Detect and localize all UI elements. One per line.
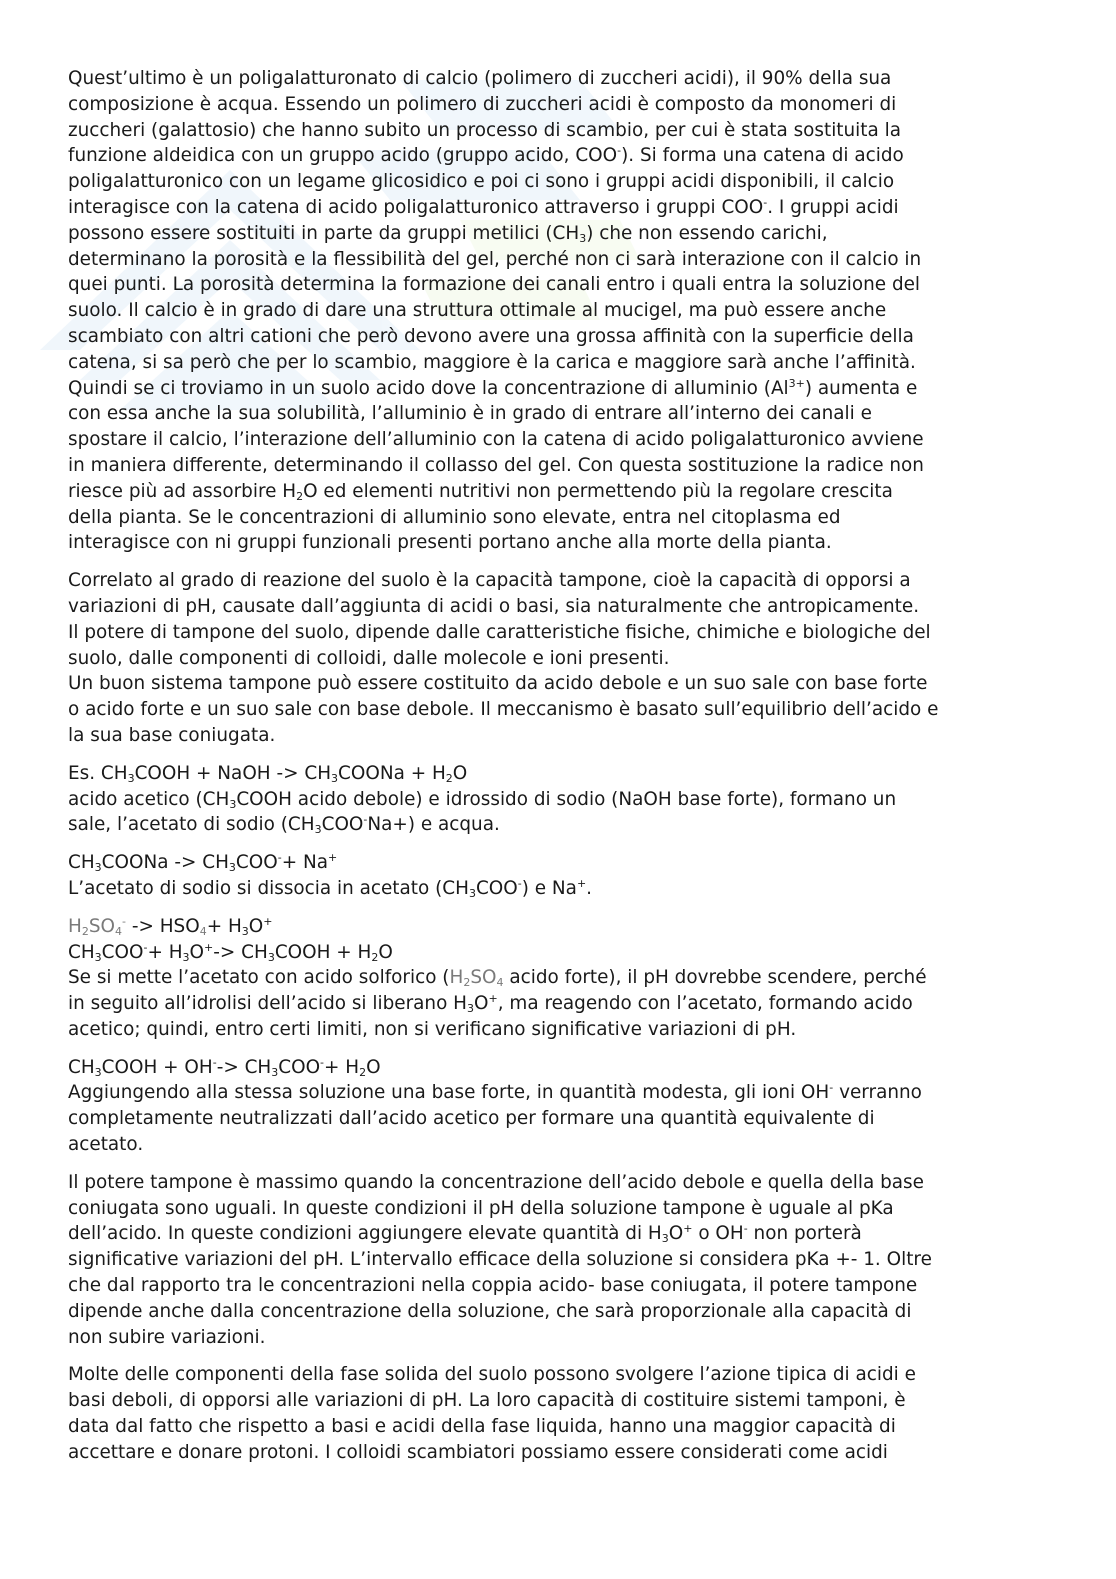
- chemical-equation: Es. $CH_3COOH$ + NaOH -> $CH_3COONa + H_2O$: [68, 762, 468, 785]
- chemical-equation: $CH_3COO^-+ H_3O^+->$ $CH_3COOH + H_2O$: [68, 940, 393, 964]
- paragraph-fase-solida: [68, 1362, 1048, 1465]
- text-line: o acido forte e un suo sale con base debole. Il meccanismo è basato sull’equilibrio dell’acido e: [68, 699, 939, 721]
- text-line: dell’acido. In queste condizioni aggiungere elevate quantità di $H_3O^+$ o OH- non porterà: [68, 1222, 862, 1246]
- text-line: interagisce con ni gruppi funzionali presenti portano anche alla morte della pianta.: [68, 532, 832, 554]
- text-line: poligalatturonico con un legame glicosidico e poi ci sono i gruppi acidi disponibili, il calcio: [68, 171, 895, 193]
- text-line: quei punti. La porosità determina la formazione dei canali entro i quali entra la soluzione del: [68, 274, 921, 296]
- text-line: composizione è acqua. Essendo un polimero di zuccheri acidi è composto da monomeri di: [68, 93, 897, 115]
- text-line: coniugata sono uguali. In queste condizioni il pH della soluzione tampone è uguale al pKa: [68, 1197, 894, 1219]
- text-line: Aggiungendo alla stessa soluzione una base forte, in quantità modesta, gli ioni OH- verranno: [68, 1081, 922, 1104]
- text-line: Un buon sistema tampone può essere costituito da acido debole e un suo sale con base forte: [68, 673, 928, 695]
- text-line: significative variazioni del pH. L’intervallo efficace della soluzione si considera pKa +- 1. Oltre: [68, 1249, 932, 1271]
- text-line: con essa anche la sua solubilità, l’alluminio è in grado di entrare all’interno dei canali e: [68, 403, 872, 425]
- paragraph-capacita-tampone: [68, 568, 1048, 749]
- text-line: Molte delle componenti della fase solida del suolo possono svolgere l’azione tipica di acidi e: [68, 1364, 916, 1386]
- chemical-equation: $CH_3COOH + OH^--> CH_3COO^-+ H_2O$: [68, 1055, 381, 1079]
- text-line: accettare e donare protoni. I colloidi scambiatori possiamo essere considerati come acidi: [68, 1441, 888, 1463]
- text-line: Quest’ultimo è un poligalatturonato di calcio (polimero di zuccheri acidi), il 90% della sua: [68, 68, 892, 89]
- text-line: Correlato al grado di reazione del suolo è la capacità tampone, cioè la capacità di opporsi a: [68, 570, 911, 592]
- text-line: catena, si sa però che per lo scambio, maggiore è la carica e maggiore sarà anche l’affinità.: [68, 351, 916, 373]
- text-line: in maniera differente, determinando il collasso del gel. Con questa sostituzione la radice non: [68, 454, 924, 476]
- text-line: suolo. Il calcio è in grado di dare una struttura ottimale al mucigel, ma può essere anche: [68, 300, 887, 322]
- text-line: Se si mette l’acetato con acido solforico ($H_2SO_4$ acido forte), il pH dovrebbe scendere, perché: [68, 967, 927, 990]
- text-line: suolo, dalle componenti di colloidi, dalle molecole e ioni presenti.: [68, 647, 670, 669]
- text-line: che dal rapporto tra le concentrazioni nella coppia acido- base coniugata, il potere tampone: [68, 1275, 918, 1297]
- text-line: zuccheri (galattosio) che hanno subito un processo di scambio, per cui è stata sostituita la: [68, 119, 901, 141]
- text-line: basi deboli, di opporsi alle variazioni di pH. La loro capacità di costituire sistemi tamponi, è: [68, 1390, 906, 1412]
- example-hydroxide: [68, 1055, 1048, 1158]
- text-line: in seguito all’idrolisi dell’acido si liberano $H_3O^+$, ma reagendo con l’acetato, formando acido: [68, 992, 913, 1016]
- text-line: Il potere di tampone del suolo, dipende dalle caratteristiche fisiche, chimiche e biologiche del: [68, 621, 931, 643]
- text-line: non subire variazioni.: [68, 1326, 266, 1348]
- text-line: variazioni di pH, causate dall’aggiunta di acidi o basi, sia naturalmente che antropicamente.: [68, 595, 920, 617]
- text-line: acido acetico ($CH_3COOH$ acido debole) e idrossido di sodio (NaOH base forte), formano un: [68, 788, 897, 811]
- text-line: possono essere sostituiti in parte da gruppi metilici $(CH_3)$ che non essendo carichi,: [68, 222, 828, 245]
- paragraph-potere-tampone: [68, 1170, 1048, 1351]
- text-line: acetico; quindi, entro certi limiti, non si verificano significative variazioni di pH.: [68, 1018, 797, 1040]
- example-sodium-acetate: [68, 850, 1048, 902]
- text-line: data dal fatto che rispetto a basi e acidi della fase liquida, hanno una maggior capacità di: [68, 1416, 896, 1438]
- chemical-equation: $H_2SO_4^- -> HSO_4+ H_3O^+$: [68, 914, 273, 938]
- text-line: sale, l’acetato di sodio $(CH_3COO^-Na+)$ e acqua.: [68, 813, 500, 837]
- paragraph-mucigel: [68, 66, 1048, 556]
- chemical-equation: $CH_3COONa -> CH_3COO^-+ Na^+$: [68, 851, 338, 875]
- text-line: dipende anche dalla concentrazione della soluzione, che sarà proporzionale alla capacità di: [68, 1300, 912, 1322]
- text-line: la sua base coniugata.: [68, 724, 276, 746]
- text-line: funzione aldeidica con un gruppo acido (gruppo acido, COO-). Si forma una catena di acido: [68, 144, 904, 167]
- text-line: interagisce con la catena di acido poligalatturonico attraverso i gruppi COO-. I gruppi acidi: [68, 195, 899, 218]
- text-line: scambiato con altri cationi che però devono avere una grossa affinità con la superficie della: [68, 325, 914, 347]
- document-page: [68, 66, 1048, 1466]
- text-line: L’acetato di sodio si dissocia in acetato $(CH_3COO^-)$ e Na+.: [68, 876, 593, 900]
- text-line: completamente neutralizzati dall’acido acetico per formare una quantità equivalente di: [68, 1108, 875, 1130]
- example-sulfuric-acid: [68, 914, 1048, 1043]
- example-acetic-acid-naoh: [68, 761, 1048, 838]
- text-line: riesce più ad assorbire $H_2O$ ed elementi nutritivi non permettendo più la regolare crescita: [68, 480, 893, 503]
- text-line: acetato.: [68, 1134, 144, 1156]
- text-line: spostare il calcio, l’interazione dell’alluminio con la catena di acido poligalatturonico avviene: [68, 429, 924, 451]
- text-line: determinano la porosità e la flessibilità del gel, perché non ci sarà interazione con il calcio in: [68, 248, 922, 270]
- text-line: Il potere tampone è massimo quando la concentrazione dell’acido debole e quella della base: [68, 1171, 924, 1193]
- text-line: Quindi se ci troviamo in un suolo acido dove la concentrazione di alluminio $(Al^{3+})$ aumenta e: [68, 376, 918, 399]
- text-line: della pianta. Se le concentrazioni di alluminio sono elevate, entra nel citoplasma ed: [68, 506, 841, 528]
